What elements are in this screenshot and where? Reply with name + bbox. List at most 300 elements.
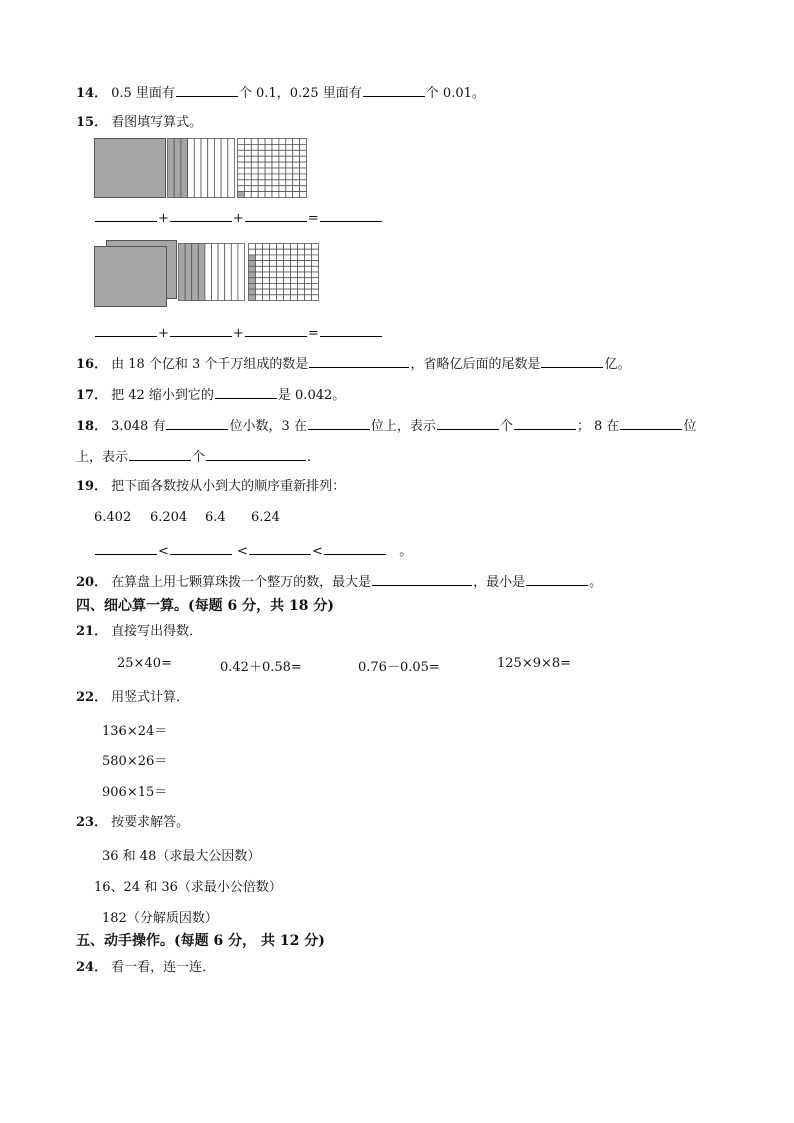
tenths-column	[198, 244, 205, 301]
hundredths-cell	[251, 180, 258, 186]
hundredths-cell	[286, 150, 293, 156]
answer-blank[interactable]	[170, 207, 232, 222]
hundredths-cell	[258, 186, 265, 192]
hundredths-cell	[272, 150, 279, 156]
hundredths-cell	[279, 192, 286, 198]
hundredths-cell	[286, 186, 293, 192]
answer-blank[interactable]	[363, 82, 425, 97]
q15-text: 看图填写算式。	[111, 115, 203, 130]
hundredths-cell	[256, 261, 263, 267]
hundredths-cell	[270, 272, 277, 278]
hundredths-cell	[305, 244, 312, 250]
question-17	[76, 384, 345, 405]
q24-text: 看一看，连一连．	[111, 960, 216, 975]
q14-text-b: 个 0.1，0.25 里面有	[238, 86, 362, 101]
hundredths-cell	[244, 139, 251, 145]
hundredths-cell	[279, 186, 286, 192]
question-number: 16．	[76, 357, 108, 372]
hundredths-cell	[298, 272, 305, 278]
hundredths-cell	[244, 144, 251, 150]
hundredths-cell	[284, 261, 291, 267]
hundredths-cell	[249, 278, 256, 284]
q19-end: 。	[399, 544, 413, 559]
hundredths-cell	[265, 192, 272, 198]
equals-sign: =	[307, 211, 319, 226]
hundredths-cell	[263, 272, 270, 278]
hundredths-cell	[238, 168, 245, 174]
q23-item-3: 182（分解质因数）	[102, 911, 218, 926]
hundredths-cell	[279, 150, 286, 156]
q14-text-a: 0.5 里面有	[111, 86, 175, 101]
hundredths-cell	[265, 139, 272, 145]
hundredths-cell	[263, 295, 270, 301]
answer-blank[interactable]	[215, 384, 277, 399]
q15-equation-1	[94, 207, 383, 228]
hundredths-cell	[279, 162, 286, 168]
answer-blank[interactable]	[245, 207, 307, 222]
answer-blank[interactable]	[320, 322, 382, 337]
hundredths-cell	[312, 283, 319, 289]
answer-blank[interactable]	[437, 415, 499, 430]
hundredths-cell	[286, 180, 293, 186]
hundredths-cell	[298, 255, 305, 261]
hundredths-cell	[256, 295, 263, 301]
tenths-column	[168, 139, 175, 198]
hundredths-cell	[298, 295, 305, 301]
answer-blank[interactable]	[170, 540, 232, 555]
hundredths-cell	[244, 156, 251, 162]
hundredths-cell	[284, 283, 291, 289]
tenths-column	[174, 139, 181, 198]
hundredths-cell	[291, 289, 298, 295]
hundredths-cell	[300, 150, 307, 156]
hundredths-cell	[258, 192, 265, 198]
q18-text-g: 上，表示	[76, 450, 129, 465]
question-number: 15．	[76, 115, 108, 130]
hundredths-cell	[244, 186, 251, 192]
tenths-column	[188, 139, 195, 198]
q19-number-2: 6.204	[150, 510, 188, 525]
tenths-column	[212, 244, 219, 301]
tenths-column	[238, 244, 245, 301]
hundredths-cell	[293, 186, 300, 192]
question-23	[76, 814, 189, 832]
hundredths-cell	[277, 272, 284, 278]
decimal-grid-figure-2	[94, 238, 324, 308]
hundredths-cell	[251, 174, 258, 180]
answer-blank[interactable]	[95, 322, 157, 337]
q18-text-a: 3.048 有	[111, 419, 166, 434]
q22-text: 用竖式计算．	[111, 690, 190, 705]
hundredths-cell	[284, 244, 291, 250]
hundredths-cell	[270, 261, 277, 267]
hundredths-cell	[272, 144, 279, 150]
hundredths-cell	[286, 139, 293, 145]
hundredths-cell	[263, 244, 270, 250]
hundredths-cell	[256, 272, 263, 278]
equals-sign: =	[307, 326, 319, 341]
q18-text-b: 位小数，3 在	[229, 419, 307, 434]
hundredths-cell	[312, 266, 319, 272]
hundredths-cell	[238, 192, 245, 198]
hundredths-cell	[300, 156, 307, 162]
q21-item-1: 25×40=	[117, 656, 172, 671]
q18-text-h: 个	[192, 450, 206, 465]
q21-item-2: 0.42＋0.58=	[220, 660, 302, 675]
hundredths-cell	[284, 278, 291, 284]
hundredths-cell	[298, 249, 305, 255]
hundredths-cell	[270, 255, 277, 261]
hundredths-cell	[272, 192, 279, 198]
hundredths-cell	[263, 261, 270, 267]
hundredths-cell	[286, 192, 293, 198]
hundredths-cell	[298, 261, 305, 267]
hundredths-cell	[265, 144, 272, 150]
q22-item-1: 136×24＝	[102, 724, 168, 739]
hundredths-cell	[249, 283, 256, 289]
question-number: 23．	[76, 815, 108, 830]
hundredths-cell	[244, 162, 251, 168]
hundredths-cell	[300, 162, 307, 168]
hundredths-cell	[312, 249, 319, 255]
answer-blank[interactable]	[324, 540, 386, 555]
hundredths-cell	[291, 295, 298, 301]
q22-item-3: 906×15＝	[102, 785, 168, 800]
hundredths-cell	[272, 162, 279, 168]
hundredths-cell	[238, 162, 245, 168]
hundredths-cell	[272, 186, 279, 192]
question-number: 19．	[76, 479, 108, 494]
hundredths-cell	[265, 162, 272, 168]
hundredths-cell	[277, 261, 284, 267]
question-number: 18．	[76, 419, 108, 434]
hundredths-cell	[244, 192, 251, 198]
tenths-column	[218, 244, 225, 301]
hundredths-cell	[272, 168, 279, 174]
plus-sign: +	[232, 326, 244, 341]
q18-text-d: 个	[499, 419, 513, 434]
hundredths-cell	[293, 180, 300, 186]
hundredths-cell	[256, 255, 263, 261]
hundredths-cell	[300, 168, 307, 174]
tenths-column	[201, 139, 208, 198]
tenths-column	[181, 139, 188, 198]
hundredths-cell	[279, 180, 286, 186]
hundredths-cell	[286, 144, 293, 150]
answer-blank[interactable]	[245, 322, 307, 337]
question-21	[76, 623, 202, 641]
hundredths-cell	[291, 278, 298, 284]
hundredths-cell	[272, 156, 279, 162]
less-than: <	[311, 544, 323, 559]
question-20	[76, 571, 602, 592]
hundredths-cell	[265, 174, 272, 180]
hundredths-cell	[249, 272, 256, 278]
decimal-grid-figure-1	[94, 138, 309, 200]
hundredths-cell	[263, 266, 270, 272]
hundredths-cell	[249, 249, 256, 255]
question-15	[76, 114, 202, 132]
hundredths-cell	[284, 295, 291, 301]
hundredths-cell	[265, 186, 272, 192]
q20-text-a: 在算盘上用七颗算珠拨一个整万的数，最大是	[111, 575, 372, 590]
tenths-column	[225, 244, 232, 301]
q18-text-c: 位上，表示	[370, 419, 436, 434]
hundredths-cell	[258, 156, 265, 162]
question-number: 17．	[76, 388, 108, 403]
hundredths-cell	[251, 186, 258, 192]
hundredths-cell	[277, 266, 284, 272]
hundredths-cell	[300, 186, 307, 192]
hundredths-cell	[300, 139, 307, 145]
tenths-column	[231, 244, 238, 301]
hundredths-cell	[249, 266, 256, 272]
answer-blank[interactable]	[206, 446, 306, 461]
hundredths-cell	[263, 289, 270, 295]
q23-item-1: 36 和 48（求最大公因数）	[102, 849, 261, 864]
section-4-heading: 四、细心算一算。(每题 6 分，共 18 分)	[76, 598, 334, 614]
hundredths-cell	[300, 180, 307, 186]
question-16	[76, 353, 630, 374]
hundredths-cell	[279, 174, 286, 180]
hundredths-cell	[238, 156, 245, 162]
hundredths-cell	[286, 168, 293, 174]
hundredths-cell	[305, 272, 312, 278]
hundredths-cell	[238, 174, 245, 180]
hundredths-cell	[256, 289, 263, 295]
hundredths-cell	[270, 266, 277, 272]
hundredths-cell	[305, 266, 312, 272]
q23-text: 按要求解答。	[111, 815, 190, 830]
hundredths-cell	[265, 168, 272, 174]
answer-blank[interactable]	[129, 446, 191, 461]
answer-blank[interactable]	[308, 415, 370, 430]
q18-text-e: ； 8 在	[576, 419, 620, 434]
question-number: 20．	[76, 575, 108, 590]
hundredths-cell	[286, 156, 293, 162]
q19-text: 把下面各数按从小到大的顺序重新排列：	[111, 479, 346, 494]
hundredths-cell	[312, 244, 319, 250]
hundredths-cell	[305, 261, 312, 267]
question-19	[76, 478, 345, 496]
hundredths-cell	[251, 150, 258, 156]
question-14	[76, 82, 485, 103]
hundredths-cell	[300, 192, 307, 198]
answer-blank[interactable]	[620, 415, 682, 430]
hundredths-cell	[305, 289, 312, 295]
hundredths-cell	[256, 266, 263, 272]
tenths-column	[205, 244, 212, 301]
section-5-heading: 五、动手操作。(每题 6 分， 共 12 分)	[76, 933, 325, 949]
tenths-column	[228, 139, 235, 198]
tenths-column	[194, 139, 201, 198]
tenths-column	[214, 139, 221, 198]
question-number: 14．	[76, 86, 108, 101]
hundredths-cell	[256, 278, 263, 284]
q22-item-2: 580×26＝	[102, 754, 168, 769]
hundredths-cell	[277, 249, 284, 255]
hundredths-cell	[305, 295, 312, 301]
q16-text-a: 由 18 个亿和 3 个千万组成的数是	[111, 357, 309, 372]
hundredths-cell	[305, 255, 312, 261]
answer-blank[interactable]	[372, 571, 472, 586]
hundredths-cell	[291, 244, 298, 250]
hundredths-cell	[270, 289, 277, 295]
hundredths-cell	[293, 139, 300, 145]
less-than: <	[237, 544, 248, 559]
hundredths-cell	[293, 192, 300, 198]
hundredths-cell	[244, 168, 251, 174]
hundredths-cell	[270, 244, 277, 250]
hundredths-cell	[286, 174, 293, 180]
hundredths-cell	[291, 272, 298, 278]
tenths-column	[208, 139, 215, 198]
answer-blank[interactable]	[176, 82, 238, 97]
answer-blank[interactable]	[166, 415, 228, 430]
hundredths-cell	[277, 255, 284, 261]
hundredths-cell	[291, 266, 298, 272]
hundredths-cell	[238, 139, 245, 145]
question-number: 24．	[76, 960, 108, 975]
hundredths-cell	[312, 295, 319, 301]
hundredths-cell	[279, 139, 286, 145]
hundredths-cell	[263, 249, 270, 255]
hundredths-cell	[251, 168, 258, 174]
hundredths-cell	[249, 255, 256, 261]
answer-blank[interactable]	[95, 207, 157, 222]
hundredths-cell	[265, 180, 272, 186]
hundredths-cell	[272, 180, 279, 186]
hundredths-cell	[312, 255, 319, 261]
hundredths-cell	[284, 272, 291, 278]
hundredths-cell	[298, 283, 305, 289]
hundredths-cell	[270, 295, 277, 301]
hundredths-cell	[277, 295, 284, 301]
hundredths-cell	[238, 150, 245, 156]
hundredths-cell	[284, 266, 291, 272]
hundredths-cell	[256, 249, 263, 255]
answer-blank[interactable]	[170, 322, 232, 337]
hundredths-cell	[251, 156, 258, 162]
tenths-column	[179, 244, 186, 301]
hundredths-cell	[293, 150, 300, 156]
q19-number-4: 6.24	[251, 510, 280, 525]
hundredths-cell	[305, 278, 312, 284]
hundredths-cell	[270, 283, 277, 289]
hundredths-cell	[258, 150, 265, 156]
plus-sign: +	[158, 326, 169, 341]
hundredths-cell	[312, 261, 319, 267]
hundredths-cell	[251, 139, 258, 145]
q20-text-c: 。	[589, 575, 603, 590]
hundredths-cell	[270, 278, 277, 284]
hundredths-cell	[265, 156, 272, 162]
q16-text-c: 亿。	[604, 357, 631, 372]
answer-blank[interactable]	[95, 540, 157, 555]
q20-text-b: ，最小是	[473, 575, 526, 590]
hundredths-cell	[238, 186, 245, 192]
q19-number-1: 6.402	[94, 510, 132, 525]
hundredths-cell	[293, 156, 300, 162]
tenths-column	[185, 244, 192, 301]
hundredths-cell	[272, 174, 279, 180]
hundredths-cell	[284, 289, 291, 295]
hundredths-cell	[258, 180, 265, 186]
hundredths-cell	[279, 144, 286, 150]
hundredths-cell	[265, 150, 272, 156]
q14-text-c: 个 0.01。	[425, 86, 485, 101]
q18-text-i: .	[307, 450, 312, 465]
hundredths-cell	[312, 278, 319, 284]
hundredths-cell	[277, 289, 284, 295]
answer-blank[interactable]	[249, 540, 311, 555]
hundredths-cell	[298, 278, 305, 284]
hundredths-cell	[293, 168, 300, 174]
question-18-continued	[76, 446, 311, 467]
hundredths-cell	[291, 255, 298, 261]
hundredths-cell	[300, 174, 307, 180]
hundredths-cell	[270, 249, 277, 255]
plus-sign: +	[232, 211, 244, 226]
q21-item-4: 125×9×8=	[497, 656, 572, 671]
hundredths-cell	[284, 249, 291, 255]
q21-text: 直接写出得数．	[111, 624, 203, 639]
hundredths-cell	[244, 150, 251, 156]
hundredths-cell	[286, 162, 293, 168]
hundredths-cell	[305, 283, 312, 289]
q17-text-a: 把 42 缩小到它的	[111, 388, 214, 403]
q19-number-3: 6.4	[205, 510, 226, 525]
hundredths-cell	[263, 278, 270, 284]
answer-blank[interactable]	[541, 353, 603, 368]
hundredths-cell	[263, 255, 270, 261]
answer-blank[interactable]	[320, 207, 382, 222]
question-number: 22．	[76, 690, 108, 705]
less-than: <	[158, 544, 169, 559]
hundredths-cell	[258, 168, 265, 174]
hundredths-cell	[251, 192, 258, 198]
question-24	[76, 959, 215, 977]
hundredths-cell	[256, 244, 263, 250]
answer-blank[interactable]	[526, 571, 588, 586]
hundredths-cell	[298, 289, 305, 295]
hundredths-cell	[312, 289, 319, 295]
hundredths-cell	[249, 261, 256, 267]
q23-item-2: 16、24 和 36（求最小公倍数）	[94, 880, 282, 895]
plus-sign: +	[158, 211, 169, 226]
question-18	[76, 415, 696, 436]
hundredths-cell	[300, 144, 307, 150]
q15-equation-2	[94, 322, 383, 343]
hundredths-cell	[238, 144, 245, 150]
hundredths-cell	[251, 144, 258, 150]
q17-text-b: 是 0.042。	[277, 388, 346, 403]
hundredths-cell	[291, 249, 298, 255]
hundredths-cell	[244, 174, 251, 180]
hundredths-cell	[298, 244, 305, 250]
hundredths-cell	[312, 272, 319, 278]
q16-text-b: ，省略亿后面的尾数是	[410, 357, 541, 372]
hundredths-cell	[249, 244, 256, 250]
q18-text-f: 位	[683, 419, 697, 434]
hundredths-cell	[244, 180, 251, 186]
hundredths-cell	[279, 168, 286, 174]
answer-blank[interactable]	[309, 353, 409, 368]
hundredths-cell	[238, 180, 245, 186]
hundredths-cell	[249, 289, 256, 295]
hundredths-cell	[277, 244, 284, 250]
answer-blank[interactable]	[514, 415, 576, 430]
